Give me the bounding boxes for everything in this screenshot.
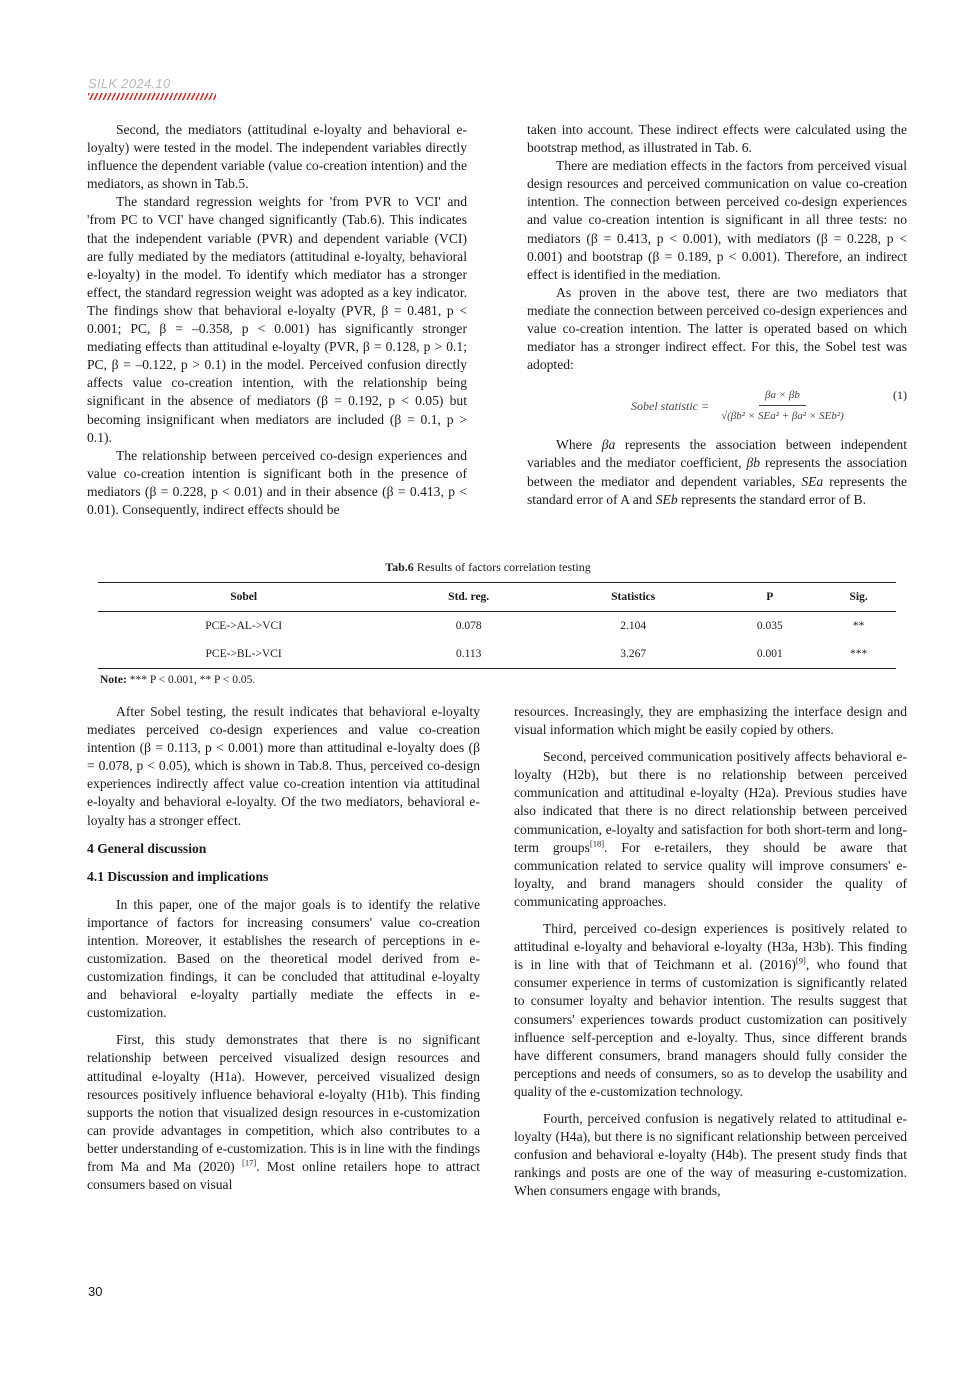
column-header: Sig. [821, 583, 896, 612]
subsection-heading: 4.1 Discussion and implications [87, 868, 269, 884]
equation-lhs: Sobel statistic = [631, 398, 710, 413]
table-row [98, 640, 896, 669]
paragraph: After Sobel testing, the result indicates that behavioral e-loyalty mediates perceived co-design experiences and value co-creation intention (β = 0.113, p < 0.001) more than attitudinal e-loyalty does (β = 0.078, p < 0.05), which is shown in Tab.8. Thus, perceived co-design experiences indirectly affect value co-creation intention via attitudinal e-loyalty and behavioral e-loyalty. Of the two mediators, behavioral e-loyalty has a stronger effect. [87, 704, 480, 828]
citation: [17] [242, 1157, 257, 1168]
column-header: P [718, 583, 821, 612]
section-heading: 4 General discussion [87, 840, 207, 856]
header-stripe-decoration [88, 93, 216, 100]
paragraph: As proven in the above test, there are two mediators that mediate the connection between perceived co-design experiences and value co-creation intention. The latter is operated based on which mediator has a stronger indirect effect. For this, the Sobel test was adopted: [527, 284, 907, 373]
table-cell: 0.001 [718, 640, 821, 669]
paragraph: The relationship between perceived co-design experiences and value co-creation intention is significant both in the presence of mediators (β = 0.228, p < 0.01) and in their absence (β = 0.413, p < 0.01). Consequently, indirect effects should be [87, 447, 467, 517]
equation-denominator: √(βb² × SEa² + βa² × SEb²) [721, 410, 844, 423]
table-row [98, 612, 896, 641]
paragraph: taken into account. These indirect effects were calculated using the bootstrap method, as illustrated in Tab. 6. [527, 122, 907, 156]
paragraph: There are mediation effects in the factors from perceived visual design resources and perceived communication on value co-creation intention. The connection between perceived co-design experiences and value co-creation intention is significant in all three tests: no mediators (β = 0.413, p < 0.001), with mediators (β = 0.228, p < 0.001) and bootstrap (β = 0.189, p < 0.001). Therefore, an indirect effect is identified in the mediation. [527, 158, 907, 282]
top-left-column [87, 121, 467, 519]
column-header: Statistics [548, 583, 718, 612]
paragraph: The standard regression weights for 'from PVR to VCI' and 'from PC to VCI' have changed significantly (Tab.6). This indicates that the independent variable (PVR) and dependent variable (VCI) are fully mediated by the mediators (attitudinal e-loyalty, behavioral e-loyalty) in the model. To identify which mediator has a stronger effect, the standard regression weight was adopted as a key indicator. The findings show that behavioral e-loyalty (PVR, β = 0.481, p < 0.001; PC, β = –0.358, p < 0.001) has significantly stronger mediating effects than attitudinal e-loyalty (PVR, β = 0.128, p > 0.1; PC, β = –0.122, p > 0.1) in the model. Perceived confusion directly affects value co-creation intention, with the relationship being significant in the absence of mediators (β = 0.192, p < 0.05) but becoming insignificant when mediators are included (β = 0.1, p > 0.1). [87, 194, 467, 445]
paragraph: First, this study demonstrates that there is no significant relationship between perceived visualized design resources and attitudinal e-loyalty (H1a). However, perceived visualized design resources positively influence behavioral e-loyalty (H1b). This finding supports the notion that visualized design resources in e-customization can provide advantages in competition, which also contributes to a better understanding of e-customization. This is in line with the findings from Ma and Ma (2020) [17]. Most online retailers hope to attract consumers based on visual [87, 1032, 481, 1193]
citation: [9] [795, 955, 806, 966]
running-header [88, 76, 216, 100]
paragraph: Second, perceived communication positively affects behavioral e-loyalty (H2b), but there is no relationship between perceived communication and attitudinal e-loyalty (H2a). Previous studies have also indicated that there is no direct relationship between perceived communication, e-loyalty and satisfaction for both short-term and long-term groups[18]. For e-retailers, they should be aware that communication related to service quality will improve consumers' e-loyalty, and brand managers should consider the quality of communicating approaches. [514, 749, 907, 909]
equation-number: (1) [893, 388, 907, 403]
table-cell: PCE->AL->VCI [205, 620, 283, 632]
table-caption: Tab.6 Results of factors correlation testing [385, 560, 591, 574]
column-header: Std. reg. [389, 583, 548, 612]
table-cell: 2.104 [620, 620, 647, 632]
table-cell: 0.078 [455, 620, 482, 632]
table-cell: PCE->BL->VCI [98, 640, 389, 669]
column-header: Sobel [98, 583, 389, 612]
table-cell: ** [852, 620, 865, 632]
paragraph: Third, perceived co-design experiences is positively related to attitudinal e-loyalty and behavioral e-loyalty (H3a, H3b). This finding is in line with that of Teichmann et al. (2016)[9], who found that consumer experience in terms of customization is significantly related to consumer loyalty and behavior intention. The results suggest that consumers' experiences towards product customization can positively influence self-perception and e-loyalty. Thus, since different brands have different consumers, brand managers should fully consider the perceptions and needs of consumers, so as to develop the usability and quality of the e-customization technology. [514, 921, 907, 1099]
table-cell: 3.267 [548, 640, 718, 669]
paragraph-where: Where βa represents the association between independent variables and the mediator coefficient, βb represents the association between the mediator and dependent variables, SEa represents the standard error of A and SEb represents the standard error of B. [527, 437, 908, 507]
results-table [98, 582, 896, 669]
bottom-left-column [87, 703, 480, 1194]
top-right-column [527, 121, 907, 509]
journal-title: SILK 2024.10 [88, 76, 171, 91]
table-header-row [98, 583, 896, 612]
paragraph: resources. Increasingly, they are emphasizing the interface design and visual information which might be easily copied by others. [514, 704, 907, 738]
page-number: 30 [88, 1284, 103, 1299]
sobel-equation [527, 376, 907, 432]
table-note: Note: *** P < 0.001, ** P < 0.05. [100, 674, 256, 686]
paragraph: Fourth, perceived confusion is negatively related to attitudinal e-loyalty (H4a), but there is no significant relationship between perceived confusion and behavioral e-loyalty (H4b). The present study finds that rankings and posts are one of the way of measuring e-customization. When consumers engage with brands, [514, 1110, 907, 1199]
bottom-right-column [514, 703, 907, 1200]
citation: [18] [589, 838, 605, 849]
table-cell: 0.035 [756, 620, 783, 632]
paragraph: Second, the mediators (attitudinal e-loyalty and behavioral e-loyalty) were tested in the model. The independent variables directly influence the dependent variable (value co-creation intention) and the mediators, as shown in Tab.5. [87, 122, 467, 192]
paragraph: In this paper, one of the major goals is to identify the relative importance of factors for increasing consumers' value co-creation intention. Moreover, it establishes the research of perceptions in e-customization. Based on the theoretical model derived from e-customization findings, it can be concluded that attitudinal e-loyalty and behavioral e-loyalty partially mediate the effects in e-customization. [87, 896, 480, 1021]
equation-numerator: βa × βb [759, 386, 806, 406]
table-cell: *** [821, 640, 896, 669]
table-cell: 0.113 [389, 640, 548, 669]
